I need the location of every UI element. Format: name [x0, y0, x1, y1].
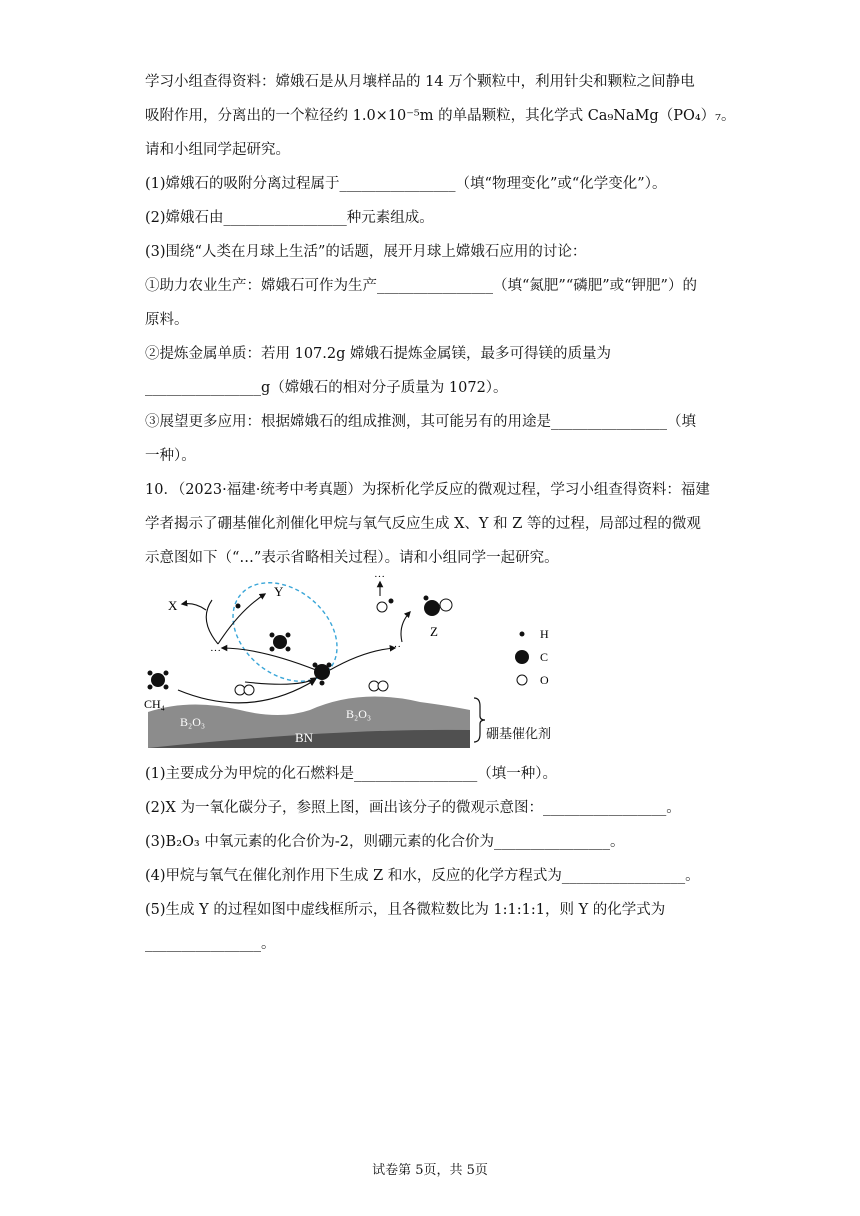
text-line: ________________。: [145, 936, 276, 952]
question-10-3: (3)B₂O₃ 中氧元素的化合价为-2，则硼元素的化合价为________________。: [145, 834, 625, 850]
question-10-4: (4)甲烷与氧气在催化剂作用下生成 Z 和水，反应的化学方程式为_________________。: [145, 868, 700, 884]
question-2: (2)嫦娥石由_________________种元素组成。: [145, 210, 434, 226]
reaction-diagram: [140, 570, 570, 755]
text-line: 请和小组同学起研究。: [145, 142, 290, 158]
question-1: (1)嫦娥石的吸附分离过程属于________________（填“物理变化”或“化学变化”）。: [145, 176, 667, 192]
legend: [515, 627, 549, 687]
dots-right: ···: [390, 641, 401, 653]
question-10: 10．（2023·福建·统考中考真题）为探析化学反应的微观过程，学习小组查得资料：福建: [145, 482, 710, 498]
oh-fragment: [377, 599, 394, 613]
text-line: 一种）。: [145, 448, 196, 464]
text-line: 学者揭示了硼基催化剂催化甲烷与氧气反应生成 X、Y 和 Z 等的过程，局部过程的微观: [145, 516, 701, 532]
text-line: 学习小组查得资料：嫦娥石是从月壤样品的 14 万个颗粒中，利用针尖和颗粒之间静电: [145, 74, 695, 90]
z-molecule: [424, 596, 453, 617]
dots-top: ···: [374, 571, 385, 583]
dashed-selection: [214, 570, 357, 701]
o2-molecule-right: [369, 681, 388, 691]
question-10-2: (2)X 为一氧化碳分子，参照上图，画出该分子的微观示意图：_________________。: [145, 800, 681, 816]
question-3-3: ③展望更多应用：根据嫦娥石的组成推测，其可能另有的用途是________________（填: [145, 414, 696, 430]
legend-o: O: [540, 673, 549, 687]
o2-molecule-left: [235, 685, 254, 695]
dots-left: ···: [210, 645, 221, 657]
catalyst-label: 硼基催化剂: [486, 726, 552, 741]
question-3-1: ①助力农业生产：嫦娥石可作为生产________________（填“氮肥”“磷肥”或“钾肥”）的: [145, 278, 697, 294]
ch3-fragment: [270, 633, 291, 652]
ch4-molecule: [148, 671, 169, 690]
b2o3-right-label: B₂O₃: [346, 707, 372, 721]
legend-h: H: [540, 627, 549, 641]
question-3: (3)围绕“人类在月球上生活”的话题，展开月球上嫦娥石应用的讨论：: [145, 244, 587, 260]
legend-c: C: [540, 650, 549, 664]
label-z: Z: [430, 624, 438, 639]
label-y: Y: [274, 584, 284, 599]
text-line: 原料。: [145, 312, 189, 328]
page-footer: 试卷第 5页，共 5页: [372, 1163, 488, 1178]
text-line: 吸附作用，分离出的一个粒径约 1.0×10⁻⁵m 的单晶颗粒，其化学式 Ca₉NaMg（PO₄）₇。: [145, 108, 736, 124]
question-10-5: (5)生成 Y 的过程如图中虚线框所示，且各微粒数比为 1:1:1:1，则 Y 的化学式为: [145, 902, 666, 918]
text-line: 示意图如下（“…”表示省略相关过程）。请和小组同学一起研究。: [145, 550, 559, 566]
ch4-label: CH₄: [144, 697, 165, 711]
catalyst-brace: [474, 698, 485, 742]
question-3-2: ②提炼金属单质：若用 107.2g 嫦娥石提炼金属镁，最多可得镁的质量为: [145, 346, 612, 362]
text-line: ________________g（嫦娥石的相对分子质量为 1072）。: [145, 380, 508, 396]
question-10-1: (1)主要成分为甲烷的化石燃料是_________________（填一种）。: [145, 766, 558, 782]
b2o3-left-label: B₂O₃: [180, 715, 206, 729]
adsorbed-carbon: [313, 663, 332, 686]
label-x: X: [168, 598, 178, 613]
bn-label: BN: [295, 730, 314, 745]
